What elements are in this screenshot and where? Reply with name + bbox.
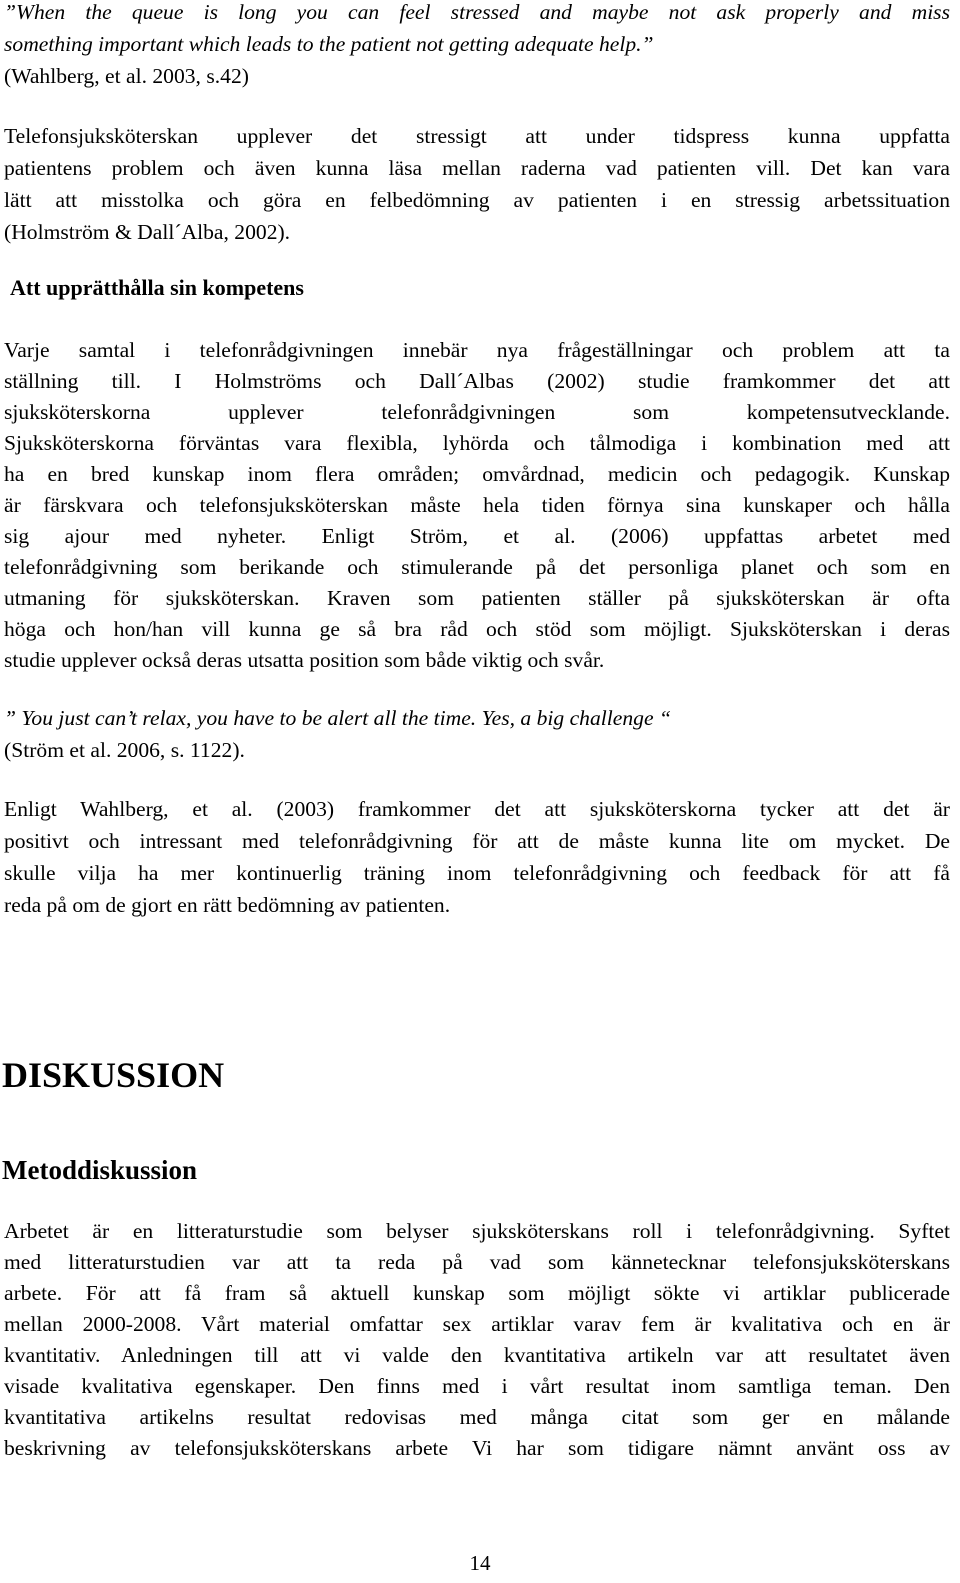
heading-metoddiskussion: Metoddiskussion (2, 1155, 198, 1185)
para2-line-11: studie upplever också deras utsatta position som både viktig och svår. (4, 648, 605, 672)
quote1-citation: (Wahlberg, et al. 2003, s.42) (4, 64, 249, 88)
para4-line-6: visade kvalitativa egenskaper. Den finns med i vårt resultat inom samtliga teman. Den (4, 1374, 950, 1398)
heading-diskussion: DISKUSSION (2, 1055, 225, 1095)
para2-line-8: telefonrådgivning som berikande och stimulerande på det personliga planet och som en (4, 555, 950, 579)
para2-line-4: Sjuksköterskorna förväntas vara flexibla, lyhörda och tålmodiga i kombination med att (4, 431, 950, 455)
para1-line-1: Telefonsjuksköterskan upplever det stressigt att under tidspress kunna uppfatta (4, 124, 950, 148)
para1-line-4: (Holmström & Dall´Alba, 2002). (4, 220, 291, 244)
quote1-line-2: something important which leads to the patient not getting adequate help.” (4, 32, 654, 56)
para2-line-1: Varje samtal i telefonrådgivningen innebär nya frågeställningar och problem att ta (4, 338, 950, 362)
para4-line-7: kvantitativa artikelns resultat redovisas med många citat som ger en målande (4, 1405, 950, 1429)
quote2-text: ” You just can’t relax, you have to be alert all the time. Yes, a big challenge “ (4, 706, 671, 730)
quote1-line-1: ”When the queue is long you can feel stressed and maybe not ask properly and miss (4, 0, 950, 24)
para1-line-3: lätt att misstolka och göra en felbedömning av patienten i en stressig arbetssituation (4, 188, 950, 212)
para3-line-2: positivt och intressant med telefonrådgivning för att de måste kunna lite om mycket. De (4, 829, 950, 853)
para4-line-2: med litteraturstudien var att ta reda på vad som kännetecknar telefonsjuksköterskans (4, 1250, 950, 1274)
quote2-citation: (Ström et al. 2006, s. 1122). (4, 738, 245, 762)
para2-line-6: är färskvara och telefonsjuksköterskan måste hela tiden förnya sina kunskaper och hålla (4, 493, 950, 517)
para1-line-2: patientens problem och även kunna läsa mellan raderna vad patienten vill. Det kan vara (4, 156, 950, 180)
section-subheading: Att upprätthålla sin kompetens (10, 275, 304, 300)
page-number: 14 (469, 1551, 491, 1575)
para4-line-4: mellan 2000-2008. Vårt material omfattar sex artiklar varav fem är kvalitativa och en är (4, 1312, 950, 1336)
para2-line-7: sig ajour med nyheter. Enligt Ström, et al. (2006) uppfattas arbetet med (4, 524, 950, 548)
para4-line-8: beskrivning av telefonsjuksköterskans arbete Vi har som tidigare nämnt använt oss av (4, 1436, 950, 1460)
para3-line-4: reda på om de gjort en rätt bedömning av patienten. (4, 893, 451, 917)
para4-line-3: arbete. För att få fram så aktuell kunskap som möjligt sökte vi artiklar publicerade (4, 1281, 950, 1305)
para2-line-9: utmaning för sjuksköterskan. Kraven som patienten ställer på sjuksköterskan är ofta (4, 586, 950, 610)
para4-line-5: kvantitativ. Anledningen till att vi valde den kvantitativa artikeln var att resultatet även (4, 1343, 950, 1367)
para3-line-3: skulle vilja ha mer kontinuerlig träning inom telefonrådgivning och feedback för att få (4, 861, 950, 885)
para2-line-5: ha en bred kunskap inom flera områden; omvårdnad, medicin och pedagogik. Kunskap (4, 462, 950, 486)
para2-line-2: ställning till. I Holmströms och Dall´Albas (2002) studie framkommer det att (4, 369, 950, 393)
para2-line-10: höga och hon/han vill kunna ge så bra råd och stöd som möjligt. Sjuksköterskan i deras (4, 617, 950, 641)
para2-line-3: sjuksköterskorna upplever telefonrådgivningen som kompetensutvecklande. (4, 400, 950, 424)
para3-line-1: Enligt Wahlberg, et al. (2003) framkommer det att sjuksköterskorna tycker att det är (4, 797, 950, 821)
para4-line-1: Arbetet är en litteraturstudie som belyser sjuksköterskans roll i telefonrådgivning. Syftet (4, 1219, 950, 1243)
